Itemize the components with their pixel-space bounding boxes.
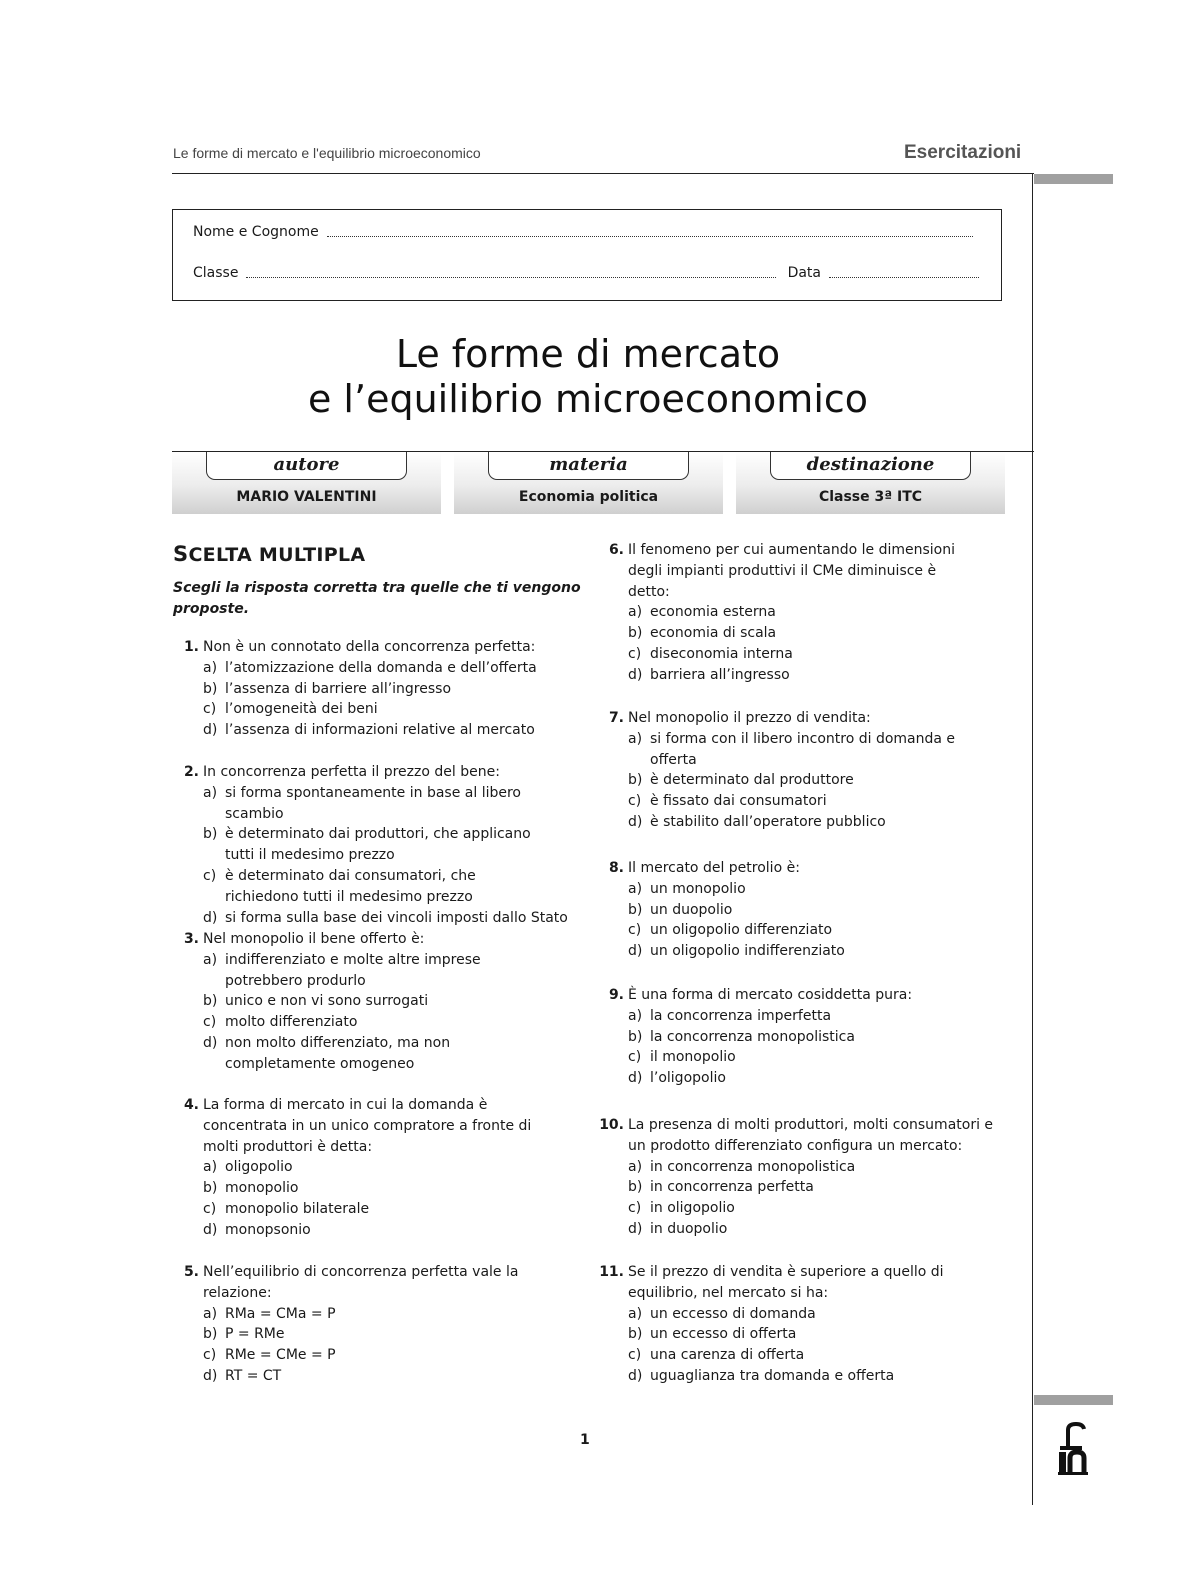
option-b[interactable]: b) è determinato dal produttore <box>628 772 854 789</box>
option-b[interactable]: b) in concorrenza perfetta <box>628 1179 814 1196</box>
section-heading <box>173 542 365 566</box>
option-a[interactable]: a) un monopolio <box>628 880 746 897</box>
question-number: 4. <box>183 1097 199 1113</box>
option-c[interactable]: c) in oligopolio <box>628 1200 735 1217</box>
section-heading-initial: S <box>173 542 189 566</box>
author-value: MARIO VALENTINI <box>236 489 377 505</box>
section-heading-rest: CELTA MULTIPLA <box>188 544 366 566</box>
question-10 <box>598 1115 1008 1240</box>
running-title: Le forme di mercato e l'equilibrio microeconomico <box>173 145 481 161</box>
audience-box <box>736 452 1005 514</box>
option-b[interactable]: b) monopolio <box>203 1180 299 1197</box>
name-field[interactable] <box>327 235 973 237</box>
option-c[interactable]: c) una carenza di offerta <box>628 1347 805 1364</box>
question-number: 2. <box>183 764 199 780</box>
question-number: 3. <box>183 931 199 947</box>
class-date-row <box>193 265 979 281</box>
section-label: Esercitazioni <box>904 142 1022 163</box>
date-field[interactable] <box>829 276 979 278</box>
option-d[interactable]: d) RT = CT <box>203 1367 282 1384</box>
option-a[interactable]: a) in concorrenza monopolistica <box>628 1158 856 1175</box>
student-info-box <box>172 209 1002 301</box>
question-stem: Nel monopolio il bene offerto è: <box>203 931 425 947</box>
question-number: 9. <box>608 987 624 1003</box>
audience-tab: destinazione <box>770 452 971 480</box>
option-c[interactable]: c) l’omogeneità dei beni <box>203 701 378 718</box>
author-box <box>172 452 441 514</box>
name-label: Nome e Cognome <box>193 224 319 240</box>
question-number: 1. <box>183 639 199 655</box>
option-d[interactable]: d) un oligopolio indifferenziato <box>628 943 845 960</box>
question-stem: Il mercato del petrolio è: <box>628 860 800 876</box>
question-7 <box>598 708 1004 833</box>
option-d[interactable]: d) in duopolio <box>628 1220 728 1237</box>
option-d[interactable]: d) uguaglianza tra domanda e offerta <box>628 1367 895 1384</box>
page-title <box>172 332 1004 422</box>
option-a[interactable]: a) si forma con il libero incontro di domanda e offerta <box>628 730 956 768</box>
option-b[interactable]: b) è determinato dai produttori, che applicano tutti il medesimo prezzo <box>203 826 531 864</box>
page-number: 1 <box>580 1432 590 1448</box>
question-9 <box>598 985 1004 1089</box>
option-c[interactable]: c) è fissato dai consumatori <box>628 793 827 810</box>
audience-value: Classe 3ª ITC <box>818 489 923 505</box>
question-number: 10. <box>599 1117 624 1133</box>
title-line-1: Le forme di mercato <box>395 332 781 376</box>
option-a[interactable]: a) oligopolio <box>203 1159 293 1176</box>
question-number: 7. <box>608 710 624 726</box>
class-label: Classe <box>193 265 239 281</box>
option-b[interactable]: b) un eccesso di offerta <box>628 1326 797 1343</box>
question-stem: La forma di mercato in cui la domanda è concentrata in un unico compratore a fronte di molti produttori è detta: <box>203 1097 532 1155</box>
option-d[interactable]: d) barriera all’ingresso <box>628 666 790 683</box>
option-d[interactable]: d) si forma sulla base dei vincoli imposti dallo Stato <box>203 909 568 926</box>
option-a[interactable]: a) l’atomizzazione della domanda e dell’offerta <box>203 659 537 676</box>
option-c[interactable]: c) monopolio bilaterale <box>203 1200 370 1217</box>
option-c[interactable]: c) un oligopolio differenziato <box>628 922 833 939</box>
question-stem: È una forma di mercato cosiddetta pura: <box>628 987 913 1003</box>
option-c[interactable]: c) RMe = CMe = P <box>203 1347 336 1364</box>
question-number: 5. <box>183 1264 199 1280</box>
option-b[interactable]: b) P = RMe <box>203 1326 285 1343</box>
option-a[interactable]: a) un eccesso di domanda <box>628 1305 816 1322</box>
subject-tab: materia <box>488 452 689 480</box>
option-d[interactable]: d) è stabilito dall’operatore pubblico <box>628 813 886 830</box>
option-d[interactable]: d) non molto differenziato, ma non completamente omogeneo <box>203 1034 451 1072</box>
title-line-2: e l’equilibrio microeconomico <box>307 377 869 421</box>
option-a[interactable]: a) si forma spontaneamente in base al libero scambio <box>203 784 521 822</box>
question-2 <box>173 762 583 928</box>
option-b[interactable]: b) un duopolio <box>628 901 733 918</box>
bottom-gray-bar <box>1034 1395 1113 1405</box>
right-margin-rule <box>1032 173 1033 1505</box>
question-5 <box>173 1262 583 1387</box>
option-a[interactable]: a) indifferenziato e molte altre imprese potrebbero produrlo <box>203 951 481 989</box>
option-b[interactable]: b) unico e non vi sono surrogati <box>203 993 429 1010</box>
option-c[interactable]: c) è determinato dai consumatori, che richiedono tutti il medesimo prezzo <box>203 867 476 905</box>
question-stem: Non è un connotato della concorrenza perfetta: <box>203 639 536 655</box>
option-d[interactable]: d) l’assenza di informazioni relative al mercato <box>203 722 535 739</box>
option-a[interactable]: a) la concorrenza imperfetta <box>628 1007 832 1024</box>
top-gray-bar <box>1034 174 1113 184</box>
question-number: 6. <box>608 542 624 558</box>
subject-box <box>454 452 723 514</box>
question-11 <box>598 1262 1004 1387</box>
class-field[interactable] <box>246 276 775 278</box>
question-stem: Nell’equilibrio di concorrenza perfetta vale la relazione: <box>203 1264 519 1301</box>
question-stem: Il fenomeno per cui aumentando le dimensioni degli impianti produttivi il CMe diminuisce è detto: <box>628 542 955 600</box>
question-4 <box>173 1095 583 1241</box>
option-d[interactable]: d) monopsonio <box>203 1221 311 1238</box>
date-label: Data <box>787 265 821 281</box>
question-3 <box>173 929 583 1075</box>
publisher-logo-icon <box>1056 1422 1090 1482</box>
option-c[interactable]: c) diseconomia interna <box>628 645 793 662</box>
option-c[interactable]: c) il monopolio <box>628 1049 736 1066</box>
option-c[interactable]: c) molto differenziato <box>203 1014 358 1031</box>
header-rule <box>172 173 1034 174</box>
option-b[interactable]: b) l’assenza di barriere all’ingresso <box>203 680 452 697</box>
name-field-row <box>193 224 979 240</box>
author-tab: autore <box>206 452 407 480</box>
question-stem: La presenza di molti produttori, molti consumatori e un prodotto differenziato configura un mercato: <box>628 1117 994 1154</box>
question-6 <box>598 540 1004 686</box>
option-b[interactable]: b) la concorrenza monopolistica <box>628 1028 855 1045</box>
question-number: 8. <box>608 860 624 876</box>
question-number: 11. <box>599 1264 624 1280</box>
instructions: Scegli la risposta corretta tra quelle che ti vengono proposte. <box>173 580 581 617</box>
question-8 <box>598 858 1004 962</box>
question-stem: In concorrenza perfetta il prezzo del bene: <box>203 764 500 780</box>
option-a[interactable]: a) economia esterna <box>628 604 776 621</box>
question-stem: Nel monopolio il prezzo di vendita: <box>628 710 871 726</box>
option-b[interactable]: b) economia di scala <box>628 625 777 642</box>
question-1 <box>173 637 583 741</box>
subject-value: Economia politica <box>518 489 659 505</box>
option-d[interactable]: d) l’oligopolio <box>628 1070 726 1087</box>
option-a[interactable]: a) RMa = CMa = P <box>203 1305 336 1322</box>
question-stem: Se il prezzo di vendita è superiore a quello di equilibrio, nel mercato si ha: <box>628 1264 944 1301</box>
